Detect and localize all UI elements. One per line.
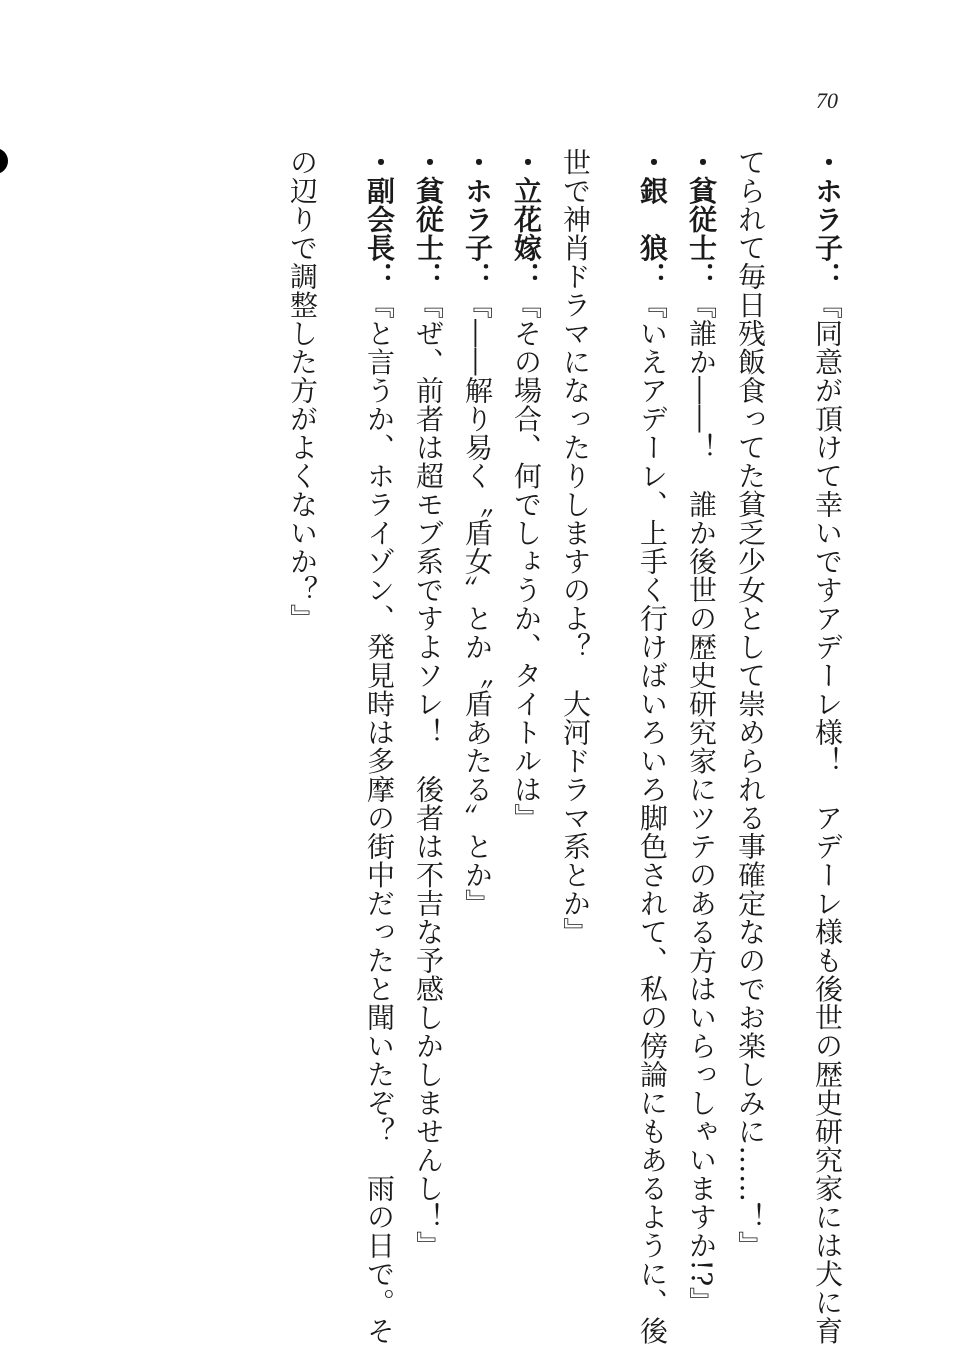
speaker-label: ・貧従士： — [685, 148, 718, 291]
speaker-label: ・立花嫁： — [510, 148, 543, 291]
dialogue-text: 『その場合、何でしょうか、タイトルは』 — [510, 290, 543, 832]
speaker-label: ・ホラ子： — [461, 148, 494, 291]
body-text — [0, 148, 852, 1345]
speaker-label: ・ホラ子： — [811, 148, 844, 291]
dialogue-text: 『――解り易く〝盾女〟とか〝盾あたる〟とか』 — [461, 290, 494, 918]
dialogue-line — [628, 148, 677, 1345]
scene-break — [0, 148, 278, 1298]
dialogue-line — [677, 148, 726, 1316]
speaker-label: ・貧従士： — [412, 148, 445, 291]
dialogue-text: 『同意が頂けて幸いですアデーレ様！ アデーレ様も後世の歴史研究家には犬に育 — [811, 290, 844, 1345]
dialogue-line — [502, 148, 551, 1298]
speaker-label: ・副会長： — [363, 148, 396, 291]
page-number: 70 — [816, 88, 838, 113]
dialogue-line — [803, 148, 852, 1345]
dialogue-text: 『と言うか、ホライゾン、発見時は多摩の街中だったと聞いたぞ？ 雨の日で。そ — [363, 290, 396, 1345]
dialogue-continuation: てられて毎日残飯食ってた貧乏少女として崇められる事確定なのでお楽しみに……！』 — [734, 148, 767, 1260]
scene-break-dot — [0, 148, 8, 174]
speaker-label: ・銀 狼： — [636, 148, 669, 291]
dialogue-text: 『ぜ、前者は超モブ系ですよソレ！ 後者は不吉な予感しかしませんし！』 — [412, 290, 445, 1260]
dialogue-line — [404, 148, 453, 1298]
dialogue-line — [453, 148, 502, 1298]
dialogue-continuation: の辺りで調整した方がよくないか？』 — [286, 148, 319, 633]
dialogue-continuation: 世で神肖ドラマになったりしますのよ？ 大河ドラマ系とか』 — [559, 148, 592, 946]
dialogue-line — [355, 148, 404, 1345]
dialogue-text: 『いえアデーレ、上手く行けばいろいろ脚色されて、私の傍論にもあるように、後 — [636, 290, 669, 1345]
dialogue-text: 『誰か――！ 誰か後世の歴史研究家にツテのある方はいらっしゃいますか!?』 — [685, 290, 718, 1316]
